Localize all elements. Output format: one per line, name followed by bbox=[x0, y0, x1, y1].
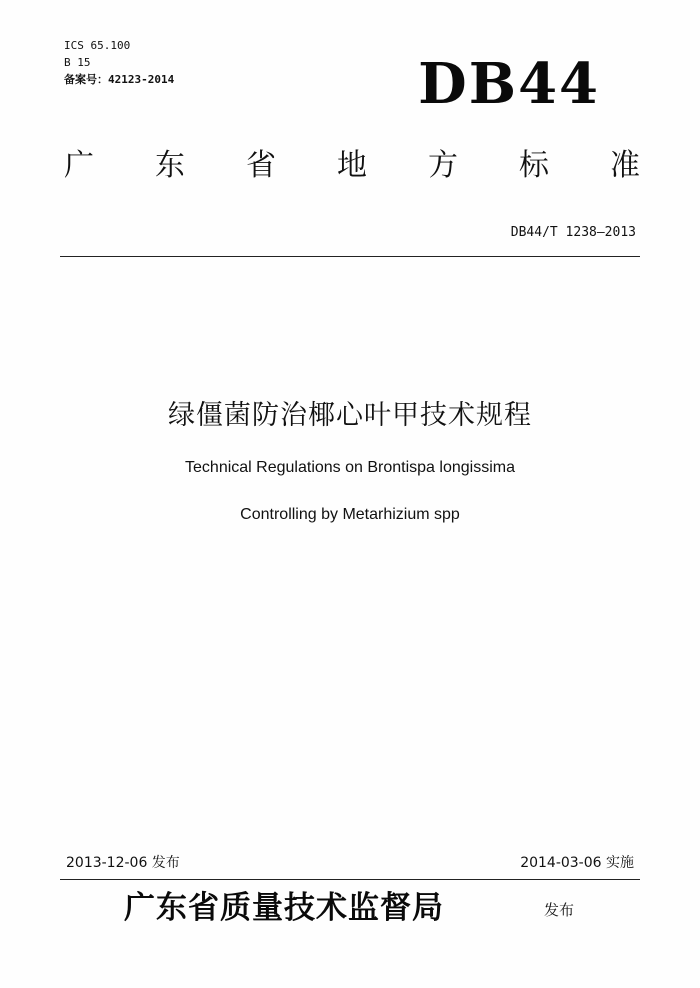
standard-type-char: 东 bbox=[155, 148, 185, 183]
bottom-divider bbox=[60, 879, 640, 880]
standard-type-char: 准 bbox=[610, 148, 640, 183]
issue-label: 发布 bbox=[544, 901, 575, 919]
ics-code: ICS 65.100 bbox=[64, 39, 131, 52]
implementation-date: 2014-03-06 实施 bbox=[520, 855, 634, 871]
standard-type-char: 地 bbox=[337, 148, 367, 183]
title-chinese: 绿僵菌防治椰心叶甲技术规程 bbox=[168, 400, 532, 431]
title-english-line2: Controlling by Metarhizium spp bbox=[240, 506, 460, 523]
issue-date: 2013-12-06 发布 bbox=[66, 855, 180, 871]
standard-number: DB44/T 1238—2013 bbox=[510, 225, 636, 240]
filing-number: 备案号：42123-2014 bbox=[64, 73, 175, 86]
standard-type-char: 方 bbox=[428, 148, 458, 183]
issuing-authority: 广东省质量技术监督局 bbox=[124, 890, 444, 926]
ccs-code: B 15 bbox=[64, 56, 91, 69]
standard-type-char: 广 bbox=[64, 148, 94, 183]
standard-type-char: 省 bbox=[246, 148, 276, 183]
standard-type-char: 标 bbox=[519, 148, 549, 183]
standard-type-heading bbox=[64, 144, 640, 188]
dates-row bbox=[66, 852, 634, 872]
standard-code-logo: DB44 bbox=[418, 51, 600, 117]
title-english-line1: Technical Regulations on Brontispa longissima bbox=[185, 459, 515, 476]
classification-block bbox=[64, 37, 174, 88]
top-divider bbox=[60, 256, 640, 257]
